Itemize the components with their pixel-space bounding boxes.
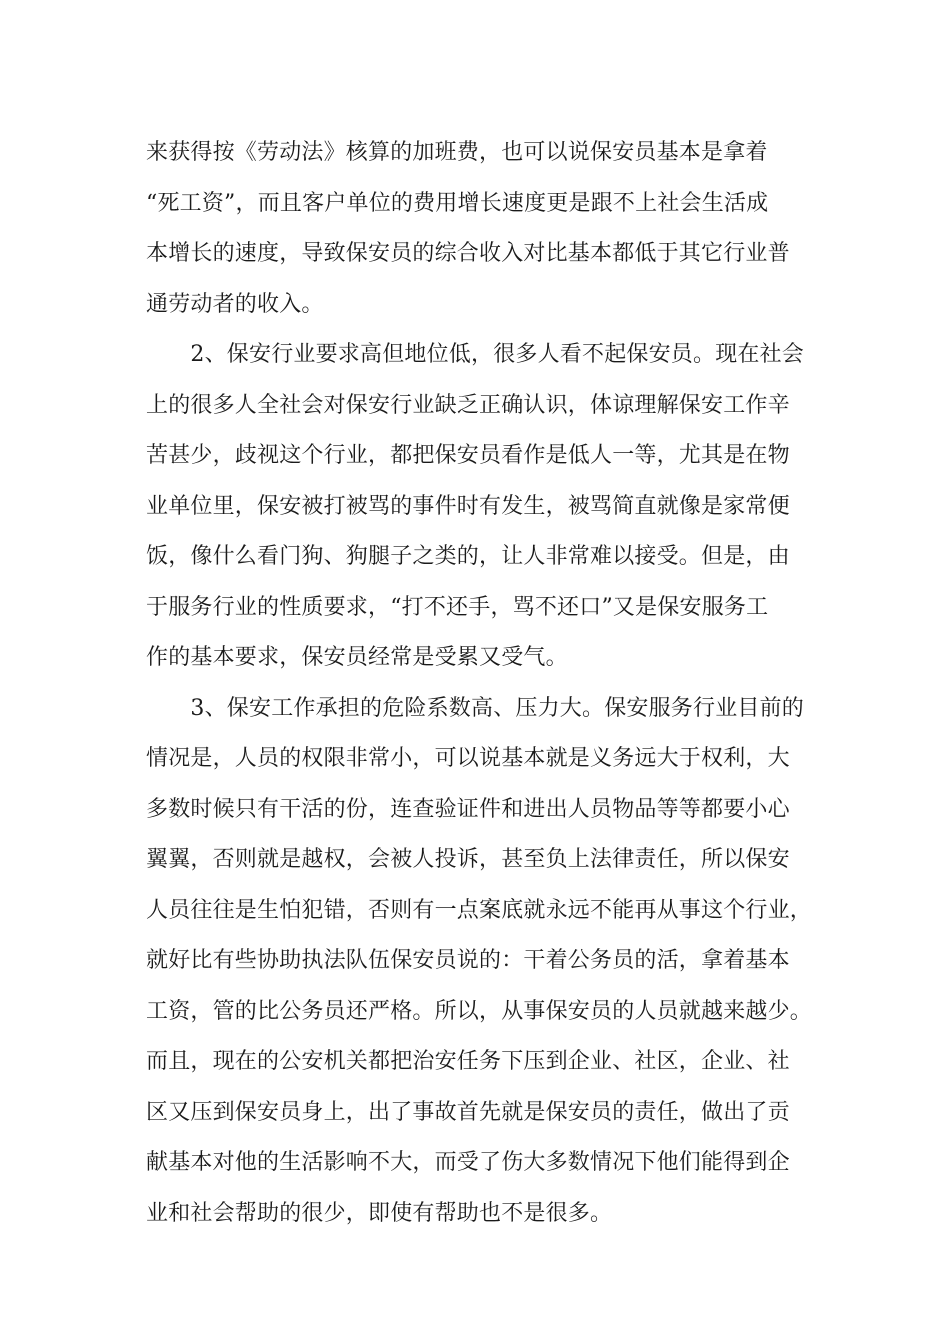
text-line: 献基本对他的生活影响不大，而受了伤大多数情况下他们能得到企 <box>146 1150 790 1175</box>
text-line: 来获得按《劳动法》核算的加班费，也可以说保安员基本是拿着 <box>146 140 768 165</box>
text-line: 通劳动者的收入。 <box>146 291 324 317</box>
text-line: 翼翼，否则就是越权，会被人投诉，甚至负上法律责任，所以保安 <box>146 847 790 872</box>
text-line: 区又压到保安员身上，出了事故首先就是保安员的责任，做出了贡 <box>146 1099 790 1125</box>
text-line: 饭，像什么看门狗、狗腿子之类的，让人非常难以接受。但是，由 <box>146 544 790 569</box>
text-line: 多数时候只有干活的份，连查验证件和进出人员物品等等都要小心 <box>146 796 790 822</box>
text-line: 3、保安工作承担的危险系数高、压力大。保安服务行业目前的 <box>146 695 804 721</box>
text-line: “死工资”，而且客户单位的费用增长速度更是跟不上社会生活成 <box>146 190 769 216</box>
text-line: 业和社会帮助的很少，即使有帮助也不是很多。 <box>146 1200 613 1226</box>
text-line: 本增长的速度，导致保安员的综合收入对比基本都低于其它行业普 <box>146 241 790 266</box>
text-line: 2、保安行业要求高但地位低，很多人看不起保安员。现在社会 <box>146 342 804 367</box>
text-line: 于服务行业的性质要求，“打不还手，骂不还口”又是保安服务工 <box>146 594 769 620</box>
text-line: 工资，管的比公务员还严格。所以，从事保安员的人员就越来越少。 <box>146 998 813 1024</box>
text-line: 作的基本要求，保安员经常是受累又受气。 <box>146 645 568 670</box>
text-line: 就好比有些协助执法队伍保安员说的：干着公务员的活，拿着基本 <box>146 948 790 973</box>
text-line: 情况是，人员的权限非常小，可以说基本就是义务远大于权利，大 <box>146 746 790 771</box>
text-line: 业单位里，保安被打被骂的事件时有发生，被骂简直就像是家常便 <box>146 493 790 519</box>
text-line: 而且，现在的公安机关都把治安任务下压到企业、社区，企业、社 <box>146 1049 790 1074</box>
text-line: 上的很多人全社会对保安行业缺乏正确认识，体谅理解保安工作辛 <box>146 392 790 418</box>
text-line: 苦甚少，歧视这个行业，都把保安员看作是低人一等，尤其是在物 <box>146 443 790 468</box>
text-line: 人员往往是生怕犯错，否则有一点案底就永远不能再从事这个行业， <box>146 897 813 923</box>
body-text <box>146 128 813 1239</box>
